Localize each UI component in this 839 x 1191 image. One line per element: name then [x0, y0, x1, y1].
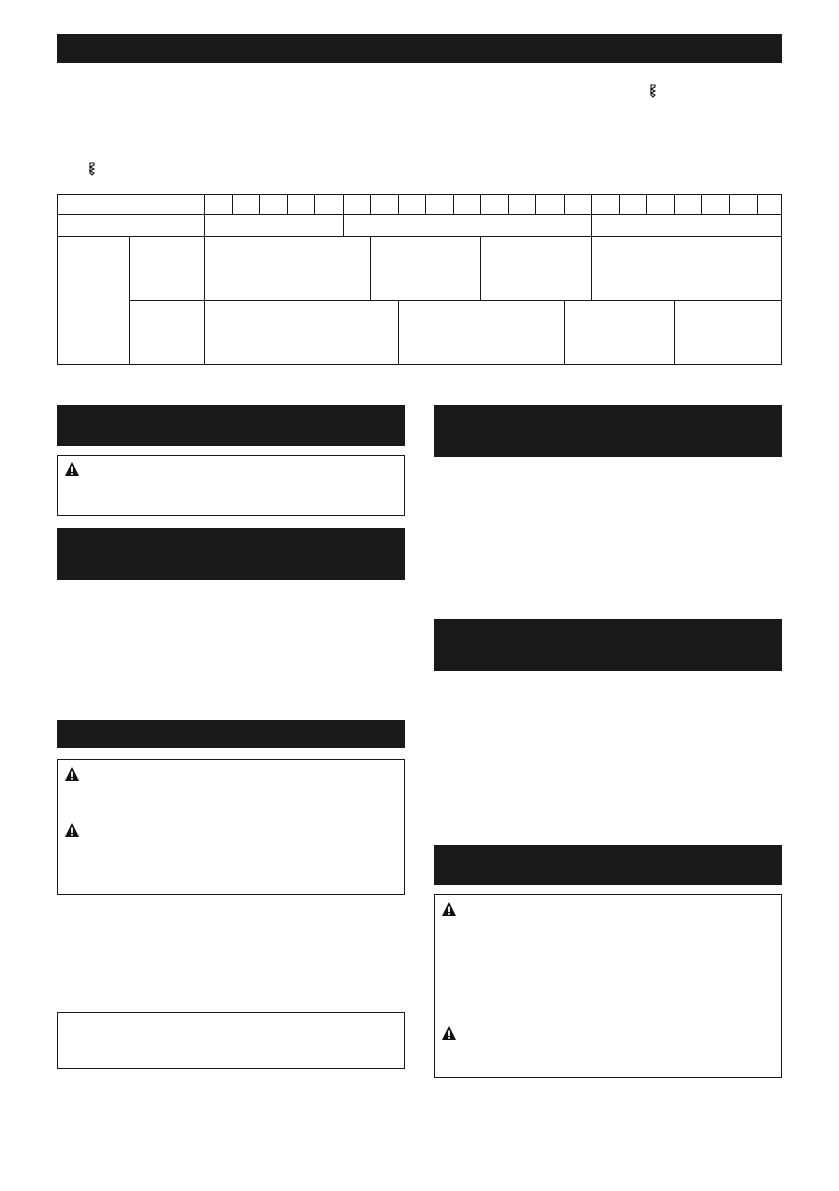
- drill-bit-icon: [648, 84, 658, 98]
- drill-bit-icon: [87, 162, 97, 176]
- section-heading-bar: [434, 619, 782, 671]
- caution-box: [57, 455, 405, 516]
- table-row: [58, 237, 782, 301]
- table-cell: [591, 215, 781, 237]
- table-cell: [481, 237, 592, 301]
- table-cell: [343, 215, 591, 237]
- specification-table: [57, 194, 782, 365]
- warning-triangle-icon: [64, 766, 80, 782]
- warning-triangle-icon: [441, 901, 457, 917]
- table-cell: [204, 237, 370, 301]
- section-heading-bar: [57, 405, 405, 446]
- table-cell: [204, 301, 398, 365]
- table-cell: [130, 237, 204, 301]
- section-heading-bar: [434, 845, 782, 885]
- table-cell: [591, 237, 781, 301]
- table-cell: [58, 237, 130, 365]
- table-cell: [675, 301, 782, 365]
- warning-triangle-icon: [441, 1025, 457, 1041]
- table-cell: [564, 301, 675, 365]
- table-cell: [370, 237, 481, 301]
- table-row: [58, 301, 782, 365]
- table-cell: [398, 301, 564, 365]
- section-heading-bar: [434, 405, 782, 457]
- table-cell: [130, 301, 204, 365]
- caution-box: [57, 759, 405, 895]
- table-row: [58, 195, 782, 215]
- table-cell: [58, 215, 205, 237]
- table-row: [58, 215, 782, 237]
- top-header-bar: [57, 34, 782, 63]
- table-cell: [204, 215, 343, 237]
- warning-triangle-icon: [64, 822, 80, 838]
- section-heading-bar: [57, 528, 405, 580]
- table-cell: [58, 195, 205, 215]
- note-box: [57, 1012, 405, 1069]
- caution-box: [434, 894, 782, 1078]
- warning-triangle-icon: [64, 461, 80, 477]
- section-heading-bar: [57, 720, 405, 748]
